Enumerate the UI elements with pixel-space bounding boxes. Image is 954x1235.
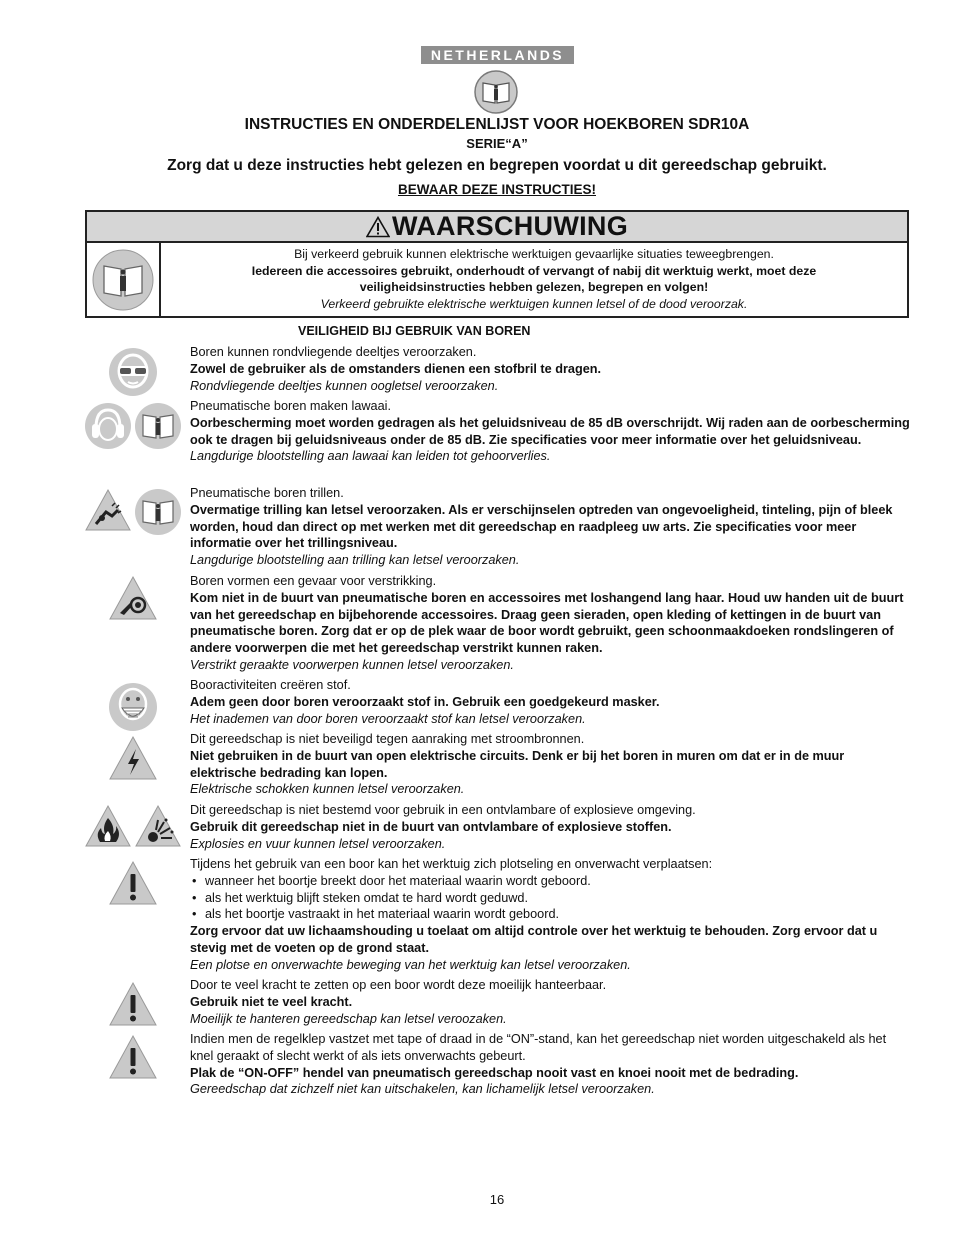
entry-vibration (190, 485, 912, 569)
entry-consequence: Langdurige blootstelling aan trilling kan letsel veroorzaken. (190, 553, 520, 568)
dust-mask-icon (108, 682, 158, 732)
entry-instruction: Oorbescherming moet worden gedragen als het geluidsniveau de 85 dB overschrijdt. Wij raden aan de oorbescherming ook te dragen bij geluidsniveaus onder de 85 dB. Zie specificaties voor meer informatie over het geluidsniveau. (190, 415, 910, 447)
general-warning-icon (108, 981, 158, 1027)
entry-intro: Booractiviteiten creëren stof. (190, 678, 351, 692)
entry-dust (190, 677, 912, 727)
entry-intro: Boren vormen een gevaar voor verstrikking. (190, 574, 437, 588)
keep-instructions-notice: BEWAAR DEZE INSTRUCTIES! (397, 182, 596, 197)
list-item: • wanneer het boortje breekt door het materiaal waarin wordt geboord. (190, 873, 912, 890)
ear-protection-icon (84, 402, 132, 450)
warning-text (161, 243, 907, 316)
warning-line-2: Iedereen die accessoires gebruikt, onderhoudt of vervangt of nabij dit werktuig werkt, moet deze veiligheidsinstructies hebben gelezen, begrepen en volgen! (251, 263, 817, 294)
list-item: • als het werktuig blijft steken omdat te hard wordt geduwd. (190, 890, 912, 907)
entry-consequence: Langdurige blootstelling aan lawaai kan leiden tot gehoorverlies. (190, 449, 551, 464)
entry-consequence: Gereedschap dat zichzelf niet kan uitschakelen, kan lichamelijk letsel veroorzaken. (190, 1082, 655, 1097)
page-number: 16 (489, 1192, 505, 1207)
warning-header (87, 212, 907, 243)
entry-consequence: Een plotse en onverwachte beweging van het werktuig kan letsel veroorzaken. (190, 957, 631, 972)
entry-instruction: Gebruik niet te veel kracht. (190, 994, 353, 1009)
entry-consequence: Moeilijk te hanteren gereedschap kan letsel veroozaken. (190, 1011, 507, 1026)
entry-intro: Tijdens het gebruik van een boor kan het werktuig zich plotseling en onverwacht verplaatsen: (190, 857, 713, 871)
document-title: INSTRUCTIES EN ONDERDELENLIJST VOOR HOEKBOREN SDR10A (244, 116, 750, 133)
general-warning-icon (108, 860, 158, 906)
entry-instruction: Zowel de gebruiker als de omstanders dienen een stofbril te dragen. (190, 361, 602, 376)
entry-flying-particles (190, 344, 912, 394)
section-title: VEILIGHEID BIJ GEBRUIK VAN BOREN (298, 324, 531, 338)
warning-title: WAARSCHUWING (391, 211, 629, 241)
entry-sudden-movement (190, 856, 912, 974)
warning-box (85, 210, 909, 318)
entry-instruction: Zorg ervoor dat uw lichaamshouding u toelaat om altijd controle over het werktuig te behouden. Zorg ervoor dat u stevig met de voeten op de grond staat. (190, 924, 878, 955)
warning-triangle-icon (366, 216, 390, 238)
warning-line-3: Verkeerd gebruikte elektrische werktuigen kunnen letsel of de dood veroorzak. (320, 296, 748, 311)
entry-instruction: Plak de “ON-OFF” hendel van pneumatisch gereedschap nooit vast en knoei nooit met de bedrading. (190, 1065, 799, 1080)
entry-consequence: Verstrikt geraakte voorwerpen kunnen letsel veroorzaken. (190, 657, 514, 672)
fire-hazard-icon (84, 804, 132, 848)
entry-intro: Boren kunnen rondvliegende deeltjes veroorzaken. (190, 345, 477, 359)
warning-body (87, 243, 907, 316)
entry-intro: Pneumatische boren trillen. (190, 486, 344, 500)
entry-intro: Dit gereedschap is niet bestemd voor gebruik in een ontvlambare of explosieve omgeving. (190, 803, 696, 817)
entry-noise (190, 398, 912, 465)
warning-icon-cell (87, 243, 161, 316)
entry-consequence: Elektrische schokken kunnen letsel veroorzaken. (190, 782, 465, 797)
read-instructions-notice: Zorg dat u deze instructies hebt gelezen en begrepen voordat u dit gereedschap gebruikt. (167, 157, 827, 174)
entry-instruction: Adem geen door boren veroorzaakt stof in. Gebruik een goedgekeurd masker. (190, 694, 660, 709)
list-item: • als het boortje vastraakt in het materiaal waarin wordt geboord. (190, 906, 912, 923)
general-warning-icon (108, 1034, 158, 1080)
entry-electric (190, 731, 912, 798)
entry-intro: Pneumatische boren maken lawaai. (190, 399, 391, 413)
entry-explosive (190, 802, 912, 852)
entry-instruction: Niet gebruiken in de buurt van open elektrische circuits. Denk er bij het boren in muren om dat er in de muur elektrische bedrading kan lopen. (190, 748, 845, 780)
entanglement-hazard-icon (108, 575, 158, 621)
entry-consequence: Rondvliegende deeltjes kunnen oogletsel veroorzaken. (190, 378, 499, 393)
entry-intro: Indien men de regelklep vastzet met tape of draad in de “ON”-stand, kan het gereedschap niet worden uitgeschakeld als het knel geraakt of slecht werkt of als iets onverwachts gebeurt. (190, 1032, 887, 1063)
entry-instruction: Kom niet in de buurt van pneumatische boren en accessoires met loshangend lang haar. Houd uw handen uit de buurt van het gereedschap en bijbehorende accessoires. Draag geen sieraden, open kleding of kettingen in de buurt van pneumatische boren. Zorg dat er op de plek waar de boor wordt gebruikt, geen schoonmaakdoeken rondslingeren of andere voorwerpen die met het gereedschap verstrikt kunnen raken. (190, 590, 904, 656)
language-badge: NETHERLANDS (421, 46, 574, 64)
entry-bullet-list (190, 873, 912, 923)
safety-goggles-icon (108, 347, 158, 397)
read-manual-icon (474, 70, 518, 114)
entry-instruction: Gebruik dit gereedschap niet in de buurt van ontvlambare of explosieve stoffen. (190, 819, 672, 834)
entry-consequence: Explosies en vuur kunnen letsel veroorzaken. (190, 836, 446, 851)
read-manual-icon (134, 488, 182, 536)
entry-intro: Dit gereedschap is niet beveiligd tegen aanraking met stroombronnen. (190, 732, 585, 746)
document-serie: SERIE“A” (466, 136, 528, 151)
warning-line-1: Bij verkeerd gebruik kunnen elektrische werktuigen gevaarlijke situaties teweegbrengen. (294, 247, 774, 261)
entry-entanglement (190, 573, 912, 674)
vibration-hazard-icon (84, 488, 132, 532)
read-manual-icon (92, 249, 154, 311)
explosion-hazard-icon (134, 804, 182, 848)
entry-throttle-lock (190, 1031, 912, 1098)
electric-shock-icon (108, 735, 158, 781)
entry-instruction: Overmatige trilling kan letsel veroorzaken. Als er verschijnselen optreden van ongevoeligheid, tinteling, pijn of bleek worden, houd dan direct op met werken met dit gereedschap en raadpleeg uw arts. Zie specificaties voor meer informatie over het trillingsniveau. (190, 502, 893, 551)
entry-force (190, 977, 912, 1027)
entry-intro: Door te veel kracht te zetten op een boor wordt deze moeilijk hanteerbaar. (190, 978, 607, 992)
entry-consequence: Het inademen van door boren veroorzaakt stof kan letsel veroorzaken. (190, 711, 586, 726)
read-manual-icon (134, 402, 182, 450)
